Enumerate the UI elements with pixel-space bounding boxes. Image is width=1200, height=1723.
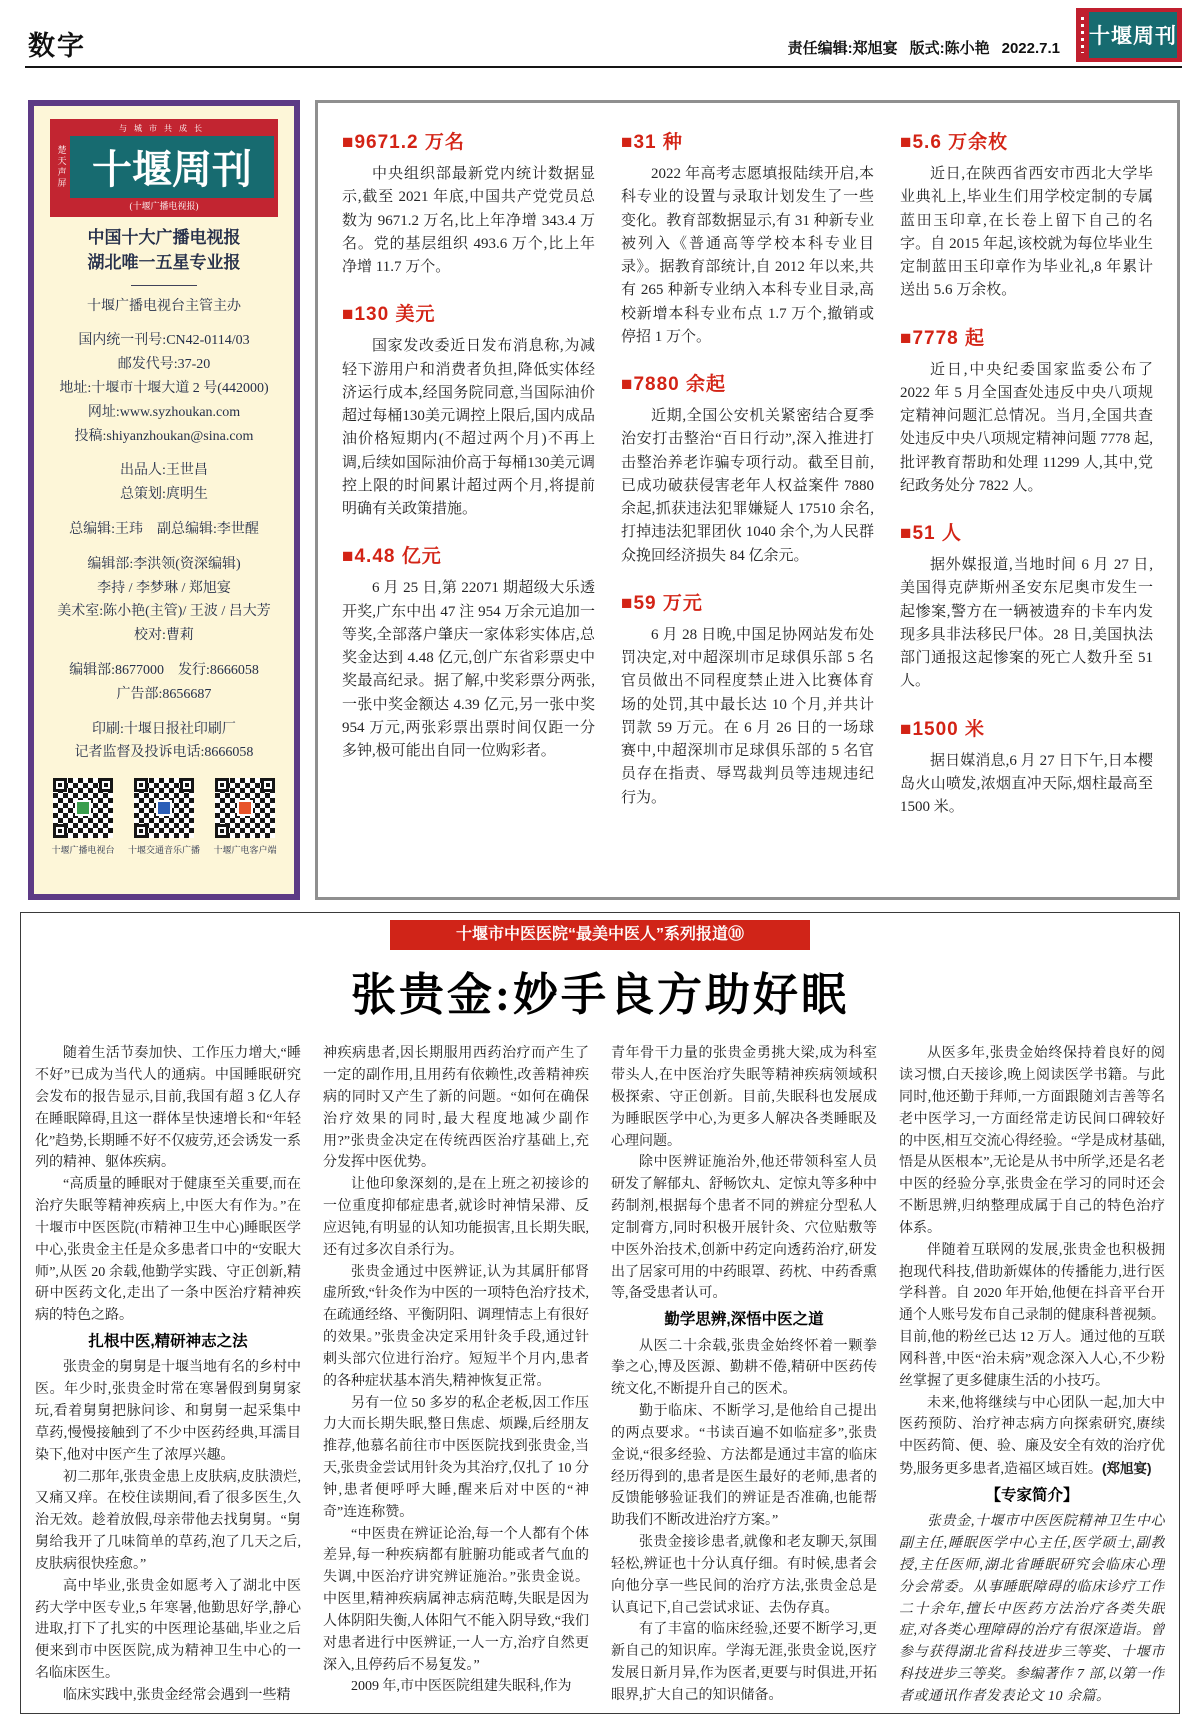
paragraph: 神疾病患者,因长期服用西药治疗而产生了一定的副作用,且用药有依赖性,改善精神疾病的同时又产生了新的问题。“如何在确保治疗效果的同时,最大程度地减少副作用?”张贵金决定在传统西医治疗基础上,充分发挥中医优势。 bbox=[323, 1046, 589, 1171]
header-rule bbox=[25, 66, 1182, 68]
news-item bbox=[342, 541, 595, 763]
paragraph: 高中毕业,张贵金如愿考入了湖北中医药大学中医专业,5 年寒暑,他勤思好学,静心进取,打下了扎实的中医理论基础,毕业之后便来到市中医医院,成为精神卫生中心的一名临床医生。 bbox=[35, 1578, 301, 1682]
brand-side-text: 楚天声屏 bbox=[56, 144, 67, 189]
dept-line2: 李持 / 李梦琳 / 郑旭宴 bbox=[97, 580, 231, 596]
series-banner: 十堰市中医医院“最美中医人”系列报道⑩ bbox=[390, 920, 810, 950]
paragraph: 伴随着互联网的发展,张贵金也积极拥抱现代科技,借助新媒体的传播能力,进行医学科普。自 2020 年开始,他便在抖音平台开通个人账号发布自己录制的健康科普视频。目前,他的粉丝已达 12 万人。通过他的互联网科普,中医“治未病”观念深入人心,不少粉丝掌握了更多健康生活的小技巧。 bbox=[899, 1242, 1165, 1389]
section-subhead: 扎根中医,精研神志之法 bbox=[88, 1333, 248, 1351]
news-item bbox=[621, 127, 874, 349]
proofreader-line: 校对:曹莉 bbox=[134, 628, 194, 644]
tagline-line1: 中国十大广播电视报 bbox=[87, 227, 241, 247]
organizer-line: 十堰广播电视台主管主办 bbox=[87, 298, 241, 314]
byline: (郑旭宴) bbox=[1102, 1461, 1152, 1477]
masthead-credit-line bbox=[776, 37, 1060, 58]
section-subhead: 勤学思辨,深悟中医之道 bbox=[664, 1311, 824, 1329]
expert-profile-heading: 【专家简介】 bbox=[985, 1486, 1079, 1504]
news-briefs-box bbox=[315, 100, 1180, 900]
phone-line2: 广告部:8656687 bbox=[116, 686, 212, 702]
brand-banner bbox=[50, 119, 278, 217]
news-body: 国家发改委近日发布消息称,为减轻下游用户和消费者负担,降低实体经济运行成本,经国务院同意,当国际油价超过每桶130美元调控上限后,国内成品油价格短期内(不超过两个月)不再上调,后续如国际油价高于每桶130美元调控上限的时间累计超过两个月,将提前明确有关政策措施。 bbox=[342, 338, 595, 517]
producer-line: 出品人:王世昌 bbox=[120, 463, 208, 479]
brand-title: 十堰周刊 bbox=[70, 136, 274, 198]
planner-line: 总策划:庹明生 bbox=[120, 487, 208, 503]
news-body: 据外媒报道,当地时间 6 月 27 日,美国得克萨斯州圣安东尼奥市发生一起惨案,警方在一辆被遗弃的卡车内发现多具非法移民尸体。28 日,美国执法部门通报这起惨案的死亡人数升至 51 人。 bbox=[900, 557, 1153, 690]
paragraph: 青年骨干力量的张贵金勇挑大梁,成为科室带头人,在中医治疗失眠等精神疾病领域积极探索、守正创新。目前,失眠科也发展成为睡眠医学中心,为更多人解决各类睡眠及心理问题。 bbox=[611, 1046, 877, 1149]
editors-line: 总编辑:王玮 副总编辑:李世醒 bbox=[69, 522, 259, 538]
art-room-line: 美术室:陈小艳(主管)/ 王波 / 吕大芳 bbox=[57, 604, 271, 620]
news-headline: ■130 美元 bbox=[342, 304, 436, 326]
news-body: 近期,全国公安机关紧密结合夏季治安打击整治“百日行动”,深入推进打击整治养老诈骗专项行动。截至目前,已成功破获侵害老年人权益案件 7880 余起,抓获违法犯罪嫌疑人 17510 余名,打掉违法犯罪团伙 1040 余个,为人民群众挽回经济损失 84 亿余元。 bbox=[621, 408, 874, 564]
article-column-1 bbox=[35, 1043, 301, 1707]
qr-center-logo bbox=[156, 800, 172, 816]
news-item bbox=[900, 518, 1153, 694]
news-item bbox=[342, 127, 595, 279]
paragraph: 从医二十余载,张贵金始终怀着一颗拳拳之心,博及医源、勤耕不倦,精研中医药传统文化,不断提升自己的医术。 bbox=[611, 1338, 877, 1398]
qr-code-icon bbox=[134, 778, 194, 838]
qr-code-icon bbox=[215, 778, 275, 838]
masthead-logo bbox=[1076, 8, 1182, 62]
paragraph bbox=[899, 1393, 1165, 1481]
website-line: 网址:www.syzhoukan.com bbox=[87, 404, 241, 420]
issue-date: 2022.7.1 bbox=[1001, 40, 1060, 57]
paragraph: 从医多年,张贵金始终保持着良好的阅读习惯,白天接诊,晚上阅读医学书籍。与此同时,他还勤于拜师,一方面跟随刘吉善等名老中医学习,一方面经常走访民间口碑较好的中医,相互交流心得经验。“学是成材基础,悟是从医根本”,无论是从书中所学,还是名老中医的经验分享,张贵金在学习的同时还会不断思辨,归纳整理成属于自己的特色治疗体系。 bbox=[899, 1046, 1165, 1236]
postal-line: 邮发代号:37-20 bbox=[117, 357, 211, 373]
qr-code-row bbox=[34, 778, 294, 856]
divider bbox=[131, 285, 197, 286]
article-title: 张贵金:妙手良方助好眠 bbox=[351, 969, 849, 1020]
page-section-label: 数字 bbox=[28, 31, 86, 61]
news-body: 近日,中央纪委国家监委公布了 2022 年 5 月全国查处违反中央八项规定精神问题汇总情况。当月,全国共查处违反中央八项规定精神问题 7778 起,批评教育帮助和处理 11299 人,其中,党纪政务处分 7822 人。 bbox=[900, 361, 1153, 494]
printing-line: 印刷:十堰日报社印刷厂 bbox=[92, 721, 236, 737]
news-headline: ■9671.2 万名 bbox=[342, 132, 465, 153]
qr-code-icon bbox=[53, 778, 113, 838]
paragraph: 临床实践中,张贵金经常会遇到一些精 bbox=[63, 1687, 291, 1703]
dept-line1: 编辑部:李洪领(资深编辑) bbox=[87, 556, 241, 572]
news-item bbox=[621, 369, 874, 568]
news-headline: ■4.48 亿元 bbox=[342, 546, 442, 568]
paragraph: 勤于临床、不断学习,是他给自己提出的两点要求。“书读百遍不如临症多”,张贵金说,“很多经验、方法都是通过丰富的临床经历得到的,患者是医生最好的老师,患者的反馈能够验证我们的辨证是否准确,也能帮助我们不断改进治疗方案。” bbox=[611, 1404, 877, 1529]
news-item bbox=[900, 127, 1153, 303]
tagline bbox=[34, 225, 294, 276]
news-headline: ■7880 余起 bbox=[621, 374, 727, 395]
qr-label: 十堰广电客户端 bbox=[213, 845, 277, 856]
editor-credit: 责任编辑:郑旭宴 bbox=[787, 40, 898, 57]
submission-line: 投稿:shiyanzhoukan@sina.com bbox=[74, 428, 254, 444]
feature-article-box bbox=[20, 912, 1180, 1714]
news-body: 中央组织部最新党内统计数据显示,截至 2021 年底,中国共产党党员总数为 9671.2 万名,比上年净增 343.4 万名。党的基层组织 493.6 万个,比上年净增 11.7 万个。 bbox=[342, 166, 595, 275]
news-headline: ■59 万元 bbox=[621, 592, 703, 614]
expert-profile-text: 张贵金,十堰市中医医院精神卫生中心副主任,睡眠医学中心主任,医学硕士,副教授,主任医师,湖北省睡眠研究会临床心理分会常委。从事睡眠障碍的临床诊疗工作二十余年,擅长中医药方法治疗各类失眠症,对各类心理障碍的治疗有很深造诣。曾参与获得湖北省科技进步三等奖、十堰市科技进步三等奖。参编著作 7 部,以第一作者或通讯作者发表论文 10 余篇。 bbox=[899, 1514, 1165, 1704]
news-body: 据日媒消息,6 月 27 日下午,日本樱岛火山喷发,浓烟直冲天际,烟柱最高至 1500 米。 bbox=[900, 752, 1153, 815]
qr-center-logo bbox=[237, 800, 253, 816]
paragraph: 张贵金接诊患者,就像和老友聊天,氛围轻松,辨证也十分认真仔细。有时候,患者会向他分享一些民间的治疗方法,张贵金总是认真记下,自己尝试求证、去伪存真。 bbox=[611, 1535, 877, 1616]
paragraph: 除中医辨证施治外,他还带领科室人员研发了解郁丸、舒畅饮丸、定惊丸等多种中药制剂,根据每个患者不同的辨症分型私人定制膏方,同时积极开展针灸、穴位贴敷等中医外治技术,创新中药定向透药治疗,研发出了居家可用的中药眼罩、药枕、中药香熏等,备受患者认可。 bbox=[611, 1155, 877, 1302]
paragraph: “高质量的睡眠对于健康至关重要,而在治疗失眠等精神疾病上,中医大有作为。”在十堰市中医医院(市精神卫生中心)睡眠医学中心,张贵金主任是众多患者口中的“安眠大师”,从医 20 余载,他勤学实践、守正创新,精研中医药文化,走出了一条中医治疗精神疾病的特色之路。 bbox=[35, 1177, 301, 1324]
news-item bbox=[342, 299, 595, 521]
news-item bbox=[621, 588, 874, 810]
news-body: 2022 年高考志愿填报陆续开启,本科专业的设置与录取计划发生了一些变化。教育部数据显示,有 31 种新专业被列入《普通高等学校本科专业目录》。据教育部统计,自 2012 年以来,共有 265 种新专业纳入本科专业目录,高校新增本科专业布点 1.7 万个,撤销或停招 1 万个。 bbox=[621, 166, 874, 345]
news-headline: ■1500 米 bbox=[900, 718, 986, 740]
news-headline: ■7778 起 bbox=[900, 327, 986, 349]
qr-label: 十堰交通音乐广播 bbox=[127, 845, 200, 856]
paragraph: 张贵金的舅舅是十堰当地有名的乡村中医。年少时,张贵金时常在寒暑假到舅舅家玩,看着舅舅把脉问诊、和舅舅一起采集中草药,慢慢接触到了不少中医药经典,耳濡目染下,他对中医产生了浓厚兴趣。 bbox=[35, 1360, 301, 1463]
news-headline: ■31 种 bbox=[621, 132, 683, 153]
tagline-line2: 湖北唯一五星专业报 bbox=[87, 253, 241, 273]
article-column-3 bbox=[611, 1043, 877, 1707]
paragraph: 2009 年,市中医医院组建失眠科,作为 bbox=[351, 1679, 572, 1695]
paragraph: 有了丰富的临床经验,还要不断学习,更新自己的知识库。学海无涯,张贵金说,医疗发展日新月异,作为医者,更要与时俱进,开拓眼界,扩大自己的知识储备。 bbox=[611, 1622, 877, 1703]
publication-info-box bbox=[28, 100, 300, 900]
layout-credit: 版式:陈小艳 bbox=[909, 40, 990, 57]
news-body: 6 月 25 日,第 22071 期超级大乐透开奖,广东中出 47 注 954 万余元追加一等奖,全部落户肇庆一家体彩实体店,总奖金达到 4.48 亿元,创广东省彩票史中奖最高纪录。据了解,中奖彩票分两张,一张中奖金额达 4.39 亿元,另一张中奖 954 万元,两张彩票出票时间仅距一分多钟,极可能出自同一位购彩者。 bbox=[342, 580, 595, 759]
article-column-2 bbox=[323, 1043, 589, 1707]
brand-subtitle: (十堰广播电视报) bbox=[129, 200, 199, 211]
news-headline: ■5.6 万余枚 bbox=[900, 132, 1009, 153]
paragraph: 随着生活节奏加快、工作压力增大,“睡不好”已成为当代人的通病。中国睡眠研究会发布的报告显示,目前,我国有超 3 亿人存在睡眠障碍,且这一群体呈快速增长和“年轻化”趋势,长期睡不好不仅疲劳,还会诱发一系列的精神、躯体疾病。 bbox=[35, 1046, 301, 1171]
paragraph: 张贵金通过中医辨证,认为其属肝郁肾虚所致,“针灸作为中医的一项特色治疗技术,在疏通经络、平衡阴阳、调理情志上有很好的效果。”张贵金决定采用针灸手段,通过针刺头部穴位进行治疗。短短半个月内,患者的各种症状基本消失,精神恢复正常。 bbox=[323, 1264, 589, 1389]
news-column-3 bbox=[900, 127, 1153, 881]
phone-line1: 编辑部:8677000 发行:8666058 bbox=[69, 663, 259, 679]
news-headline: ■51 人 bbox=[900, 523, 962, 544]
news-column-1 bbox=[342, 127, 595, 881]
masthead-logo-title: 十堰周刊 bbox=[1089, 12, 1177, 58]
paragraph: 让他印象深刻的,是在上班之初接诊的一位重度抑郁症患者,就诊时神情呆滞、反应迟钝,有明显的认知功能损害,且长期失眠,还有过多次自杀行为。 bbox=[323, 1177, 589, 1258]
article-column-4 bbox=[899, 1043, 1165, 1707]
qr-center-logo bbox=[75, 800, 91, 816]
issn-line: 国内统一刊号:CN42-0114/03 bbox=[78, 333, 250, 349]
qr-label: 十堰广播电视台 bbox=[51, 845, 115, 856]
paragraph: “中医贵在辨证论治,每一个人都有个体差异,每一种疾病都有脏腑功能或者气血的失调,中医治疗讲究辨证施治。”张贵金说。中医里,精神疾病属神志病范畴,失眠是因为人体阴阳失衡,人体阳气不能入阴导致,“我们对患者进行中医辨证,一人一方,治疗自然更深入,且停药后不易复发。” bbox=[323, 1526, 589, 1673]
news-item bbox=[900, 323, 1153, 499]
complaint-line: 记者监督及投诉电话:8666058 bbox=[74, 745, 254, 761]
news-body: 6 月 28 日晚,中国足协网站发布处罚决定,对中超深圳市足球俱乐部 5 名官员做出不同程度禁止进入比赛体育场的处罚,其中最长达 10 个月,并共计罚款 59 万元。在 6 月 26 日的一场球赛中,中超深圳市足球俱乐部的 5 名官员存在指责、辱骂裁判员等违规违纪行为。 bbox=[621, 626, 874, 806]
paragraph-text: 未来,他将继续与中心团队一起,加大中医药预防、治疗神志病方向探索研究,赓续中医药简、便、验、廉及安全有效的治疗优势,服务更多患者,造福区域百姓。 bbox=[899, 1395, 1165, 1478]
address-line: 地址:十堰市十堰大道 2 号(442000) bbox=[59, 381, 269, 397]
news-column-2 bbox=[621, 127, 874, 881]
news-item bbox=[900, 714, 1153, 820]
news-body: 近日,在陕西省西安市西北大学毕业典礼上,毕业生们用学校定制的专属蓝田玉印章,在长卷上留下自己的名字。自 2015 年起,该校就为每位毕业生定制蓝田玉印章作为毕业礼,8 年累计送出 5.6 万余枚。 bbox=[900, 166, 1153, 299]
paragraph: 初二那年,张贵金患上皮肤病,皮肤溃烂,又痛又痒。在校住读期间,看了很多医生,久治无效。趁着放假,母亲带他去找舅舅。“舅舅给我开了几味简单的草药,泡了几天之后,皮肤病很快痊愈。” bbox=[35, 1469, 301, 1572]
paragraph: 另有一位 50 多岁的私企老板,因工作压力大而长期失眠,整日焦虑、烦躁,后经朋友推荐,他慕名前往市中医医院找到张贵金,当天,张贵金尝试用针灸为其治疗,仅扎了 10 分钟,患者便呼呼大睡,醒来后对中医的“神奇”连连称赞。 bbox=[323, 1395, 589, 1520]
brand-slogan: 与城市共成长 bbox=[119, 124, 209, 133]
